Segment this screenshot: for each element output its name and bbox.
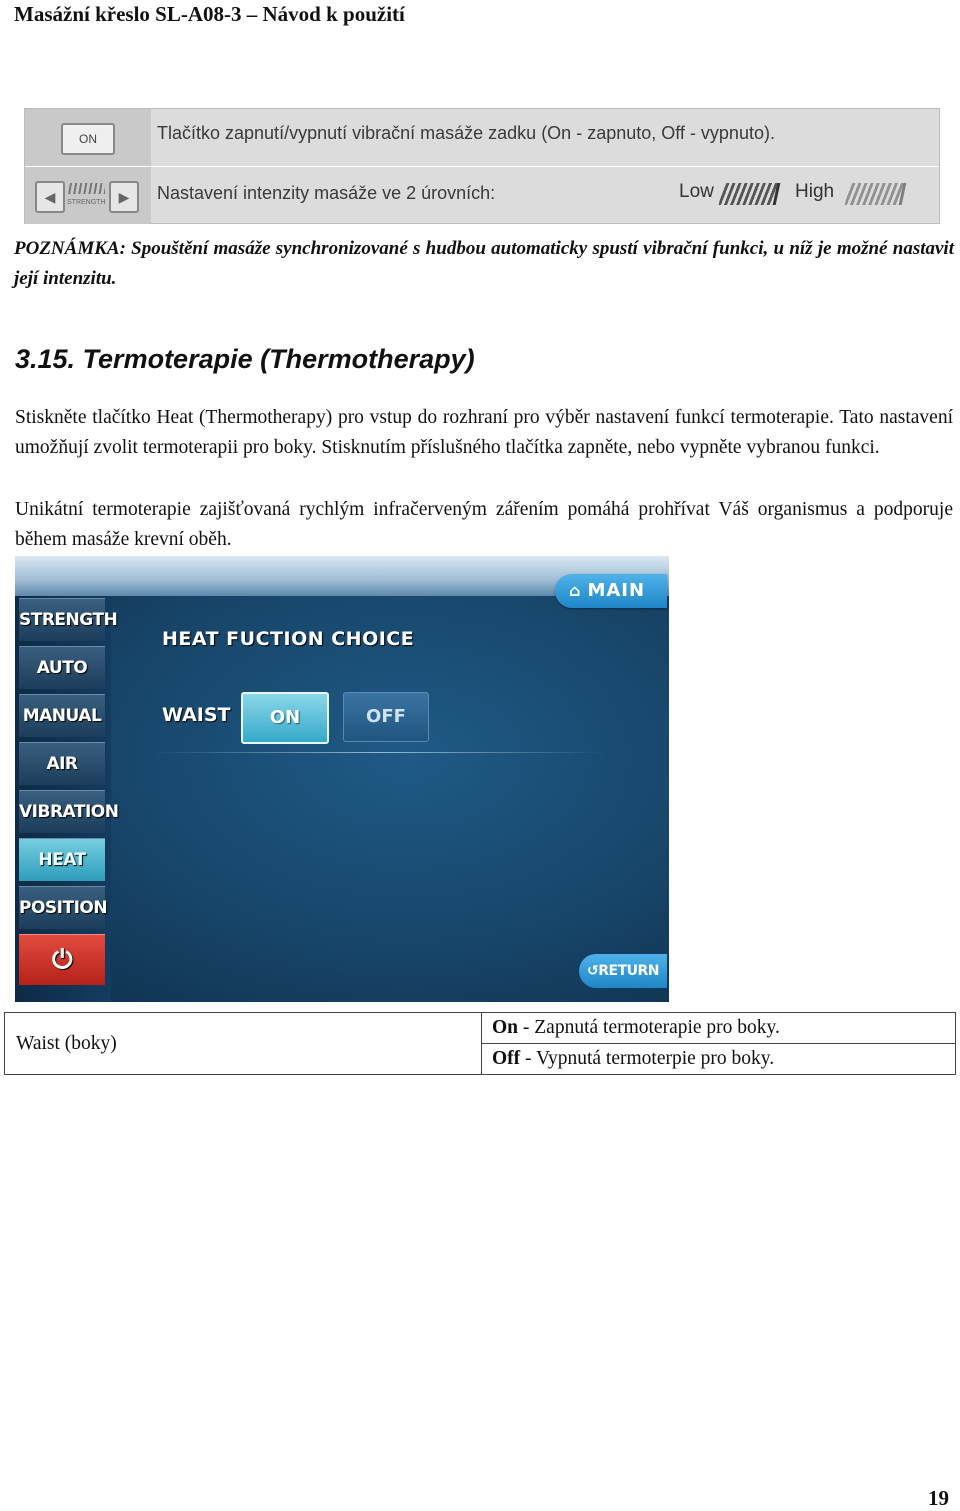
on-key: On	[492, 1017, 519, 1038]
heat-control-panel	[15, 556, 669, 1002]
high-label: High	[795, 181, 835, 202]
on-button: ON	[61, 123, 115, 155]
waist-label: WAIST	[162, 704, 231, 726]
return-button-label: RETURN	[598, 963, 659, 979]
figure-row-intensity	[25, 166, 939, 224]
on-text: - Zapnutá termoterapie pro boky.	[518, 1017, 780, 1038]
table-cell-on	[482, 1013, 956, 1044]
return-icon: ↺	[587, 963, 599, 979]
heat-function-title: HEAT FUCTION CHOICE	[162, 628, 415, 650]
power-icon[interactable]: ⏻	[19, 934, 105, 985]
paragraph-heat-benefit: Unikátní termoterapie zajišťovaná rychlým infračerveným zářením pomáhá prohřívat Váš organismus a podporuje během masáže krevní oběh.	[15, 499, 953, 550]
high-bars-icon	[845, 183, 907, 205]
paragraph-heat-intro: Stiskněte tlačítko Heat (Thermotherapy) pro vstup do rozhraní pro výběr nastavení funkcí termoterapie. Tato nastavení umožňují zvolit termoterapii pro boky. Stisknutím příslušného tlačítka zapněte, nebo vypněte vybranou funkci.	[15, 407, 953, 458]
intensity-description: Nastavení intenzity masáže ve 2 úrovních:	[157, 183, 496, 203]
waist-off-button[interactable]: OFF	[343, 692, 429, 742]
sidebar-item-manual[interactable]: MANUAL	[19, 694, 105, 737]
arrow-right-icon: ▶	[109, 181, 139, 213]
sidebar-item-auto[interactable]: AUTO	[19, 646, 105, 689]
low-bars-icon	[719, 183, 781, 205]
vibration-controls-figure	[24, 108, 940, 224]
off-key: Off	[492, 1048, 521, 1069]
page-header: Masážní křeslo SL-A08-3 – Návod k použití	[14, 2, 405, 26]
sidebar-item-strength[interactable]: STRENGTH	[19, 598, 105, 641]
sidebar-item-vibration[interactable]: VIBRATION	[19, 790, 105, 833]
arrow-left-icon: ◀	[35, 181, 65, 213]
main-button-label: MAIN	[587, 580, 646, 601]
figure-row-on-off	[25, 109, 939, 166]
page-number: 19	[928, 1486, 949, 1510]
table-cell-off	[482, 1044, 956, 1075]
low-label: Low	[679, 181, 714, 202]
table-row	[5, 1013, 956, 1044]
section-heading: 3.15. Termoterapie (Thermotherapy)	[15, 344, 475, 374]
waist-on-button[interactable]: ON	[241, 692, 329, 744]
panel-divider	[155, 752, 605, 753]
return-button[interactable]	[579, 954, 667, 988]
sidebar-item-air[interactable]: AIR	[19, 742, 105, 785]
on-off-description: Tlačítko zapnutí/vypnutí vibrační masáže zadku (On - zapnuto, Off - vypnuto).	[157, 123, 775, 143]
table-label-cell: Waist (boky)	[5, 1013, 482, 1075]
off-text: - Vypnutá termoterpie pro boky.	[520, 1048, 775, 1069]
sidebar-item-position[interactable]: POSITION	[19, 886, 105, 929]
waist-info-table	[4, 1012, 956, 1075]
note-text: POZNÁMKA: Spouštění masáže synchronizované s hudbou automaticky spustí vibrační funkci, u níž je možné nastavit její intenzitu.	[14, 238, 954, 289]
main-button[interactable]	[555, 574, 667, 608]
sidebar-item-heat[interactable]: HEAT	[19, 838, 105, 881]
strength-indicator: STRENGTH	[67, 183, 105, 209]
home-icon: ⌂	[569, 581, 582, 600]
